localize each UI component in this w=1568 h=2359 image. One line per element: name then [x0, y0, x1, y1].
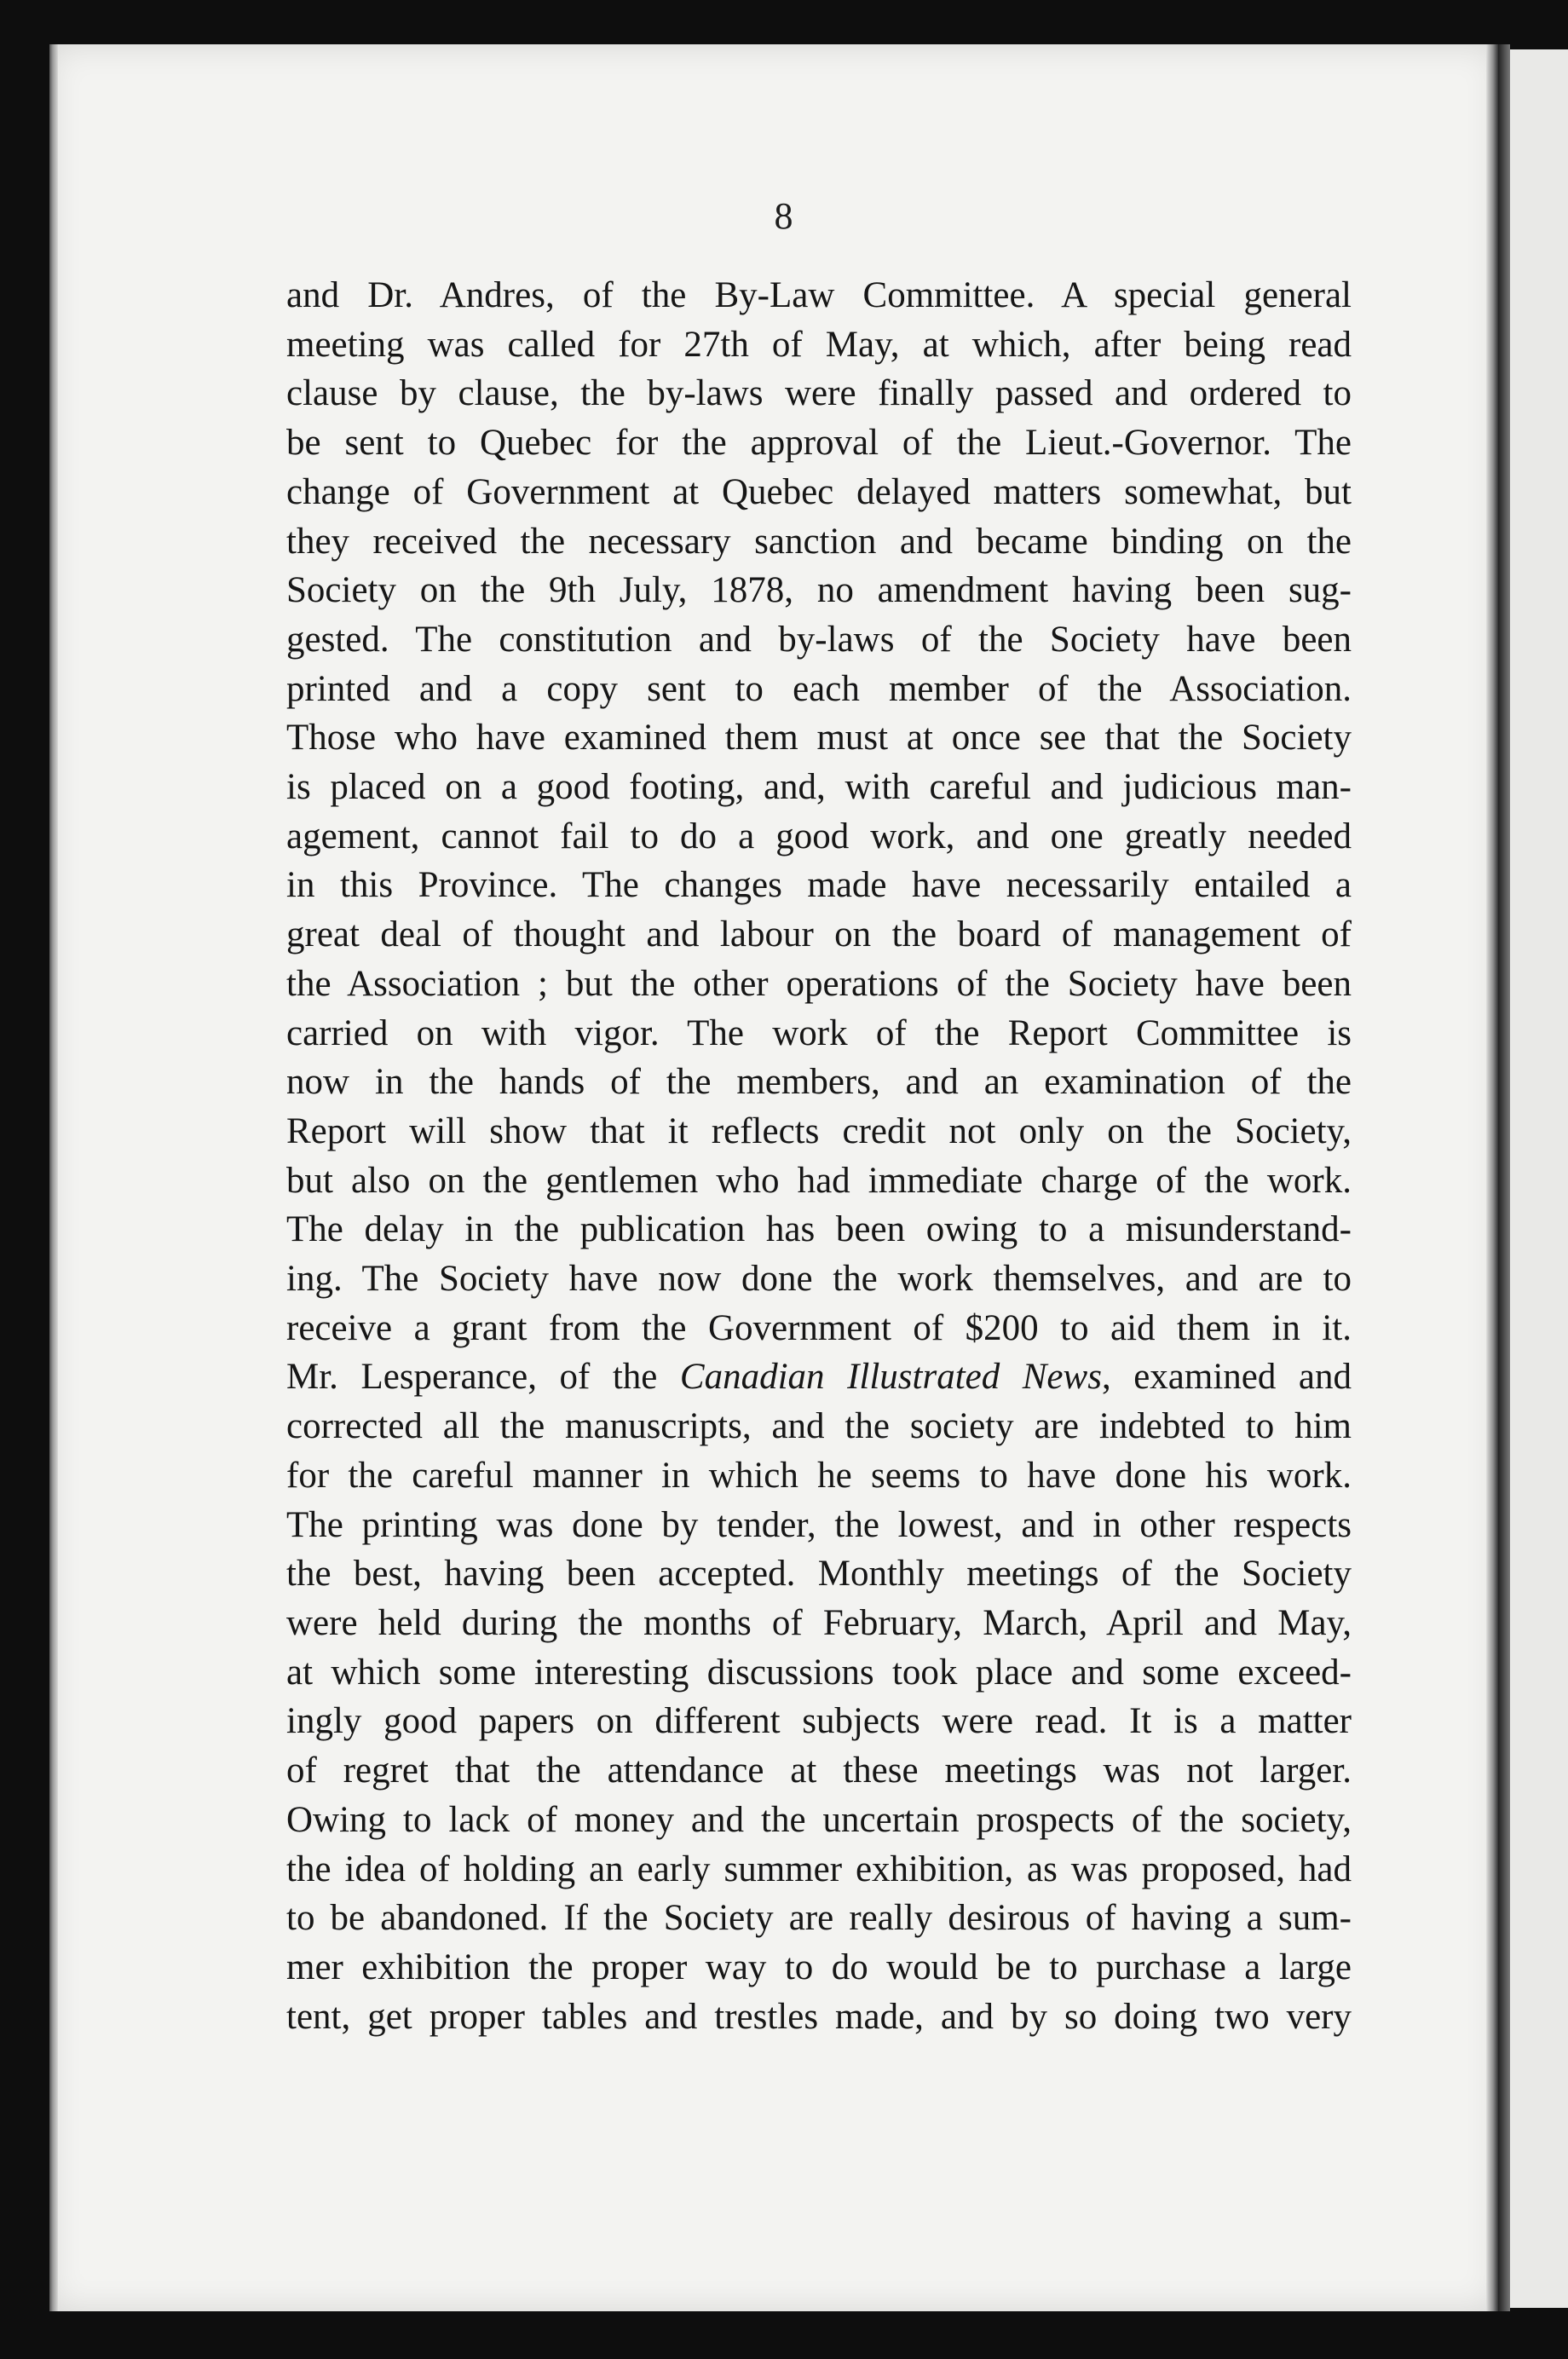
text-line: of regret that the attendance at these meetings was not larger.	[286, 1751, 1352, 1791]
page-number: 8	[774, 195, 794, 237]
text-line: were held during the months of February, March, April and May,	[286, 1602, 1352, 1643]
text-line: they received the necessary sanction and became binding on the	[286, 521, 1352, 562]
text-line: and Dr. Andres, of the By-Law Committee. A special general	[286, 275, 1352, 315]
text-line: Society on the 9th July, 1878, no amendment having been sug-	[286, 570, 1352, 611]
text-line: ingly good papers on different subjects were read. It is a matter	[286, 1701, 1352, 1742]
text-line: corrected all the manuscripts, and the society are indebted to him	[286, 1406, 1352, 1447]
text-line: is placed on a good footing, and, with careful and judicious man-	[286, 767, 1352, 808]
text-line: gested. The constitution and by-laws of the Society have been	[286, 619, 1352, 660]
line-segment: , examined and	[1101, 1357, 1352, 1398]
text-line: at which some interesting discussions took place and some exceed-	[286, 1652, 1352, 1693]
gutter-shadow	[1498, 44, 1510, 2311]
text-line: the best, having been accepted. Monthly meetings of the Society	[286, 1554, 1352, 1595]
text-line: printed and a copy sent to each member of the Association.	[286, 668, 1352, 709]
text-line: change of Government at Quebec delayed matters somewhat, but	[286, 471, 1352, 512]
page-edge-right	[1486, 44, 1498, 2311]
text-line: the idea of holding an early summer exhibition, as was proposed, had	[286, 1849, 1352, 1889]
italic-publication-title: Canadian Illustrated News	[679, 1357, 1102, 1398]
text-line: but also on the gentlemen who had immediate charge of the work.	[286, 1160, 1352, 1201]
text-line: clause by clause, the by-laws were finally passed and ordered to	[286, 373, 1352, 414]
text-line: to be abandoned. If the Society are really desirous of having a sum-	[286, 1898, 1352, 1939]
text-line: tent, get proper tables and trestles made, and by so doing two very	[286, 1996, 1352, 2037]
text-line: carried on with vigor. The work of the Report Committee is	[286, 1012, 1352, 1053]
text-line: great deal of thought and labour on the board of management of	[286, 914, 1352, 955]
text-line: mer exhibition the proper way to do would be to purchase a large	[286, 1947, 1352, 1987]
text-line: in this Province. The changes made have necessarily entailed a	[286, 865, 1352, 906]
text-line: Report will show that it reflects credit not only on the Society,	[286, 1110, 1352, 1151]
text-line: for the careful manner in which he seems to have done his work.	[286, 1455, 1352, 1496]
text-line: ing. The Society have now done the work themselves, and are to	[286, 1259, 1352, 1300]
text-line: Owing to lack of money and the uncertain prospects of the society,	[286, 1799, 1352, 1840]
line-segment: Mr. Lesperance, of the	[286, 1357, 680, 1398]
text-line: The delay in the publication has been owing to a misunderstand-	[286, 1209, 1352, 1250]
text-line: receive a grant from the Government of $200 to aid them in it.	[286, 1307, 1352, 1348]
text-line: agement, cannot fail to do a good work, and one greatly needed	[286, 816, 1352, 857]
text-line: Those who have examined them must at once see that the Society	[286, 718, 1352, 758]
text-line: meeting was called for 27th of May, at which, after being read	[286, 324, 1352, 365]
text-line: now in the hands of the members, and an examination of the	[286, 1062, 1352, 1103]
facing-page-edge	[1507, 49, 1568, 2308]
text-line: the Association ; but the other operations of the Society have been	[286, 963, 1352, 1004]
text-line: The printing was done by tender, the lowest, and in other respects	[286, 1504, 1352, 1545]
page-edge-left	[49, 44, 58, 2311]
body-text	[286, 271, 1352, 2041]
text-line: be sent to Quebec for the approval of the Lieut.-Governor. The	[286, 423, 1352, 464]
text-line-italic-title	[286, 1353, 1352, 1402]
